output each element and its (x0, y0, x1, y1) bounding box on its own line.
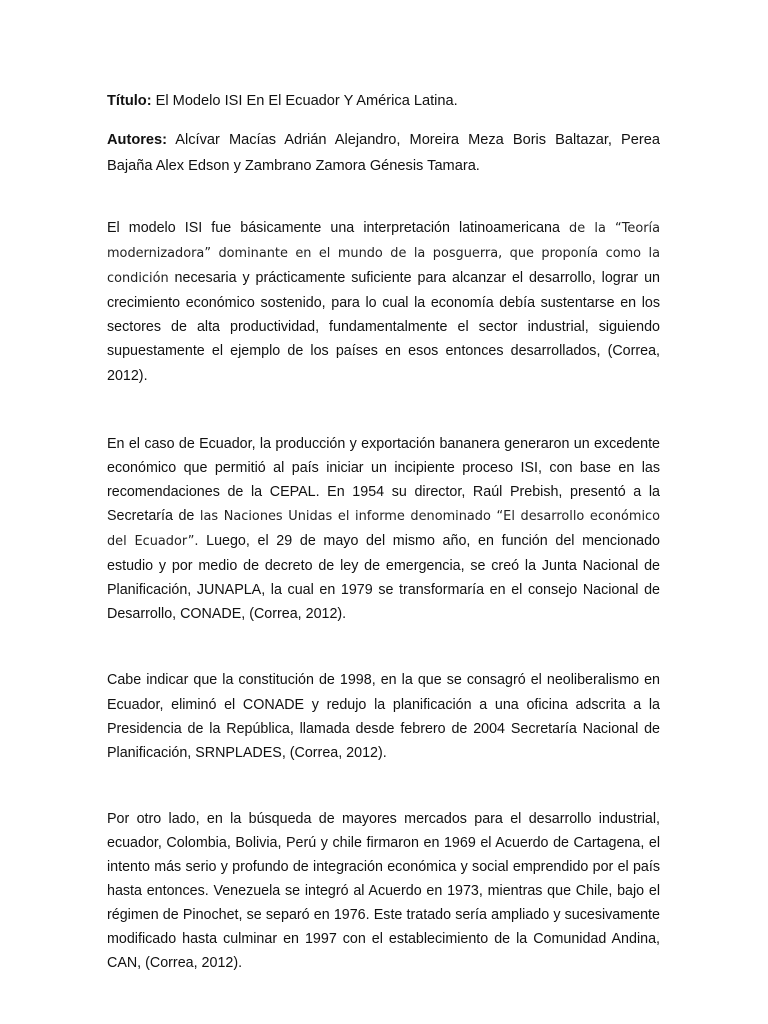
paragraph-1-part-a: El modelo ISI fue básicamente una interpretación latinoamericana (107, 220, 570, 236)
paragraph-2-part-a: En el caso de Ecuador, la producción y exportación bananera generaron un excedente económico que permitió al país iniciar un incipiente proceso ISI, con base en las recomendaciones de la CEPAL. En 1954 su director, Raúl Prebish, presentó a la Secretaría de (107, 435, 660, 524)
title-line (107, 88, 660, 114)
authors-label: Autores: (107, 132, 167, 148)
paragraph-3: Cabe indicar que la constitución de 1998, en la que se consagró el neoliberalismo en Ecuador, eliminó el CONADE y redujo la planificación a una oficina adscrita a la Presidencia de la República, llamada desde febrero de 2004 Secretaría Nacional de Planificación, SRNPLADES, (Correa, 2012). (107, 672, 660, 761)
title-value: El Modelo ISI En El Ecuador Y América Latina. (151, 93, 458, 109)
authors-value: Alcívar Macías Adrián Alejandro, Moreira Meza Boris Baltazar, Perea Bajaña Alex Edson y Zambrano Zamora Génesis Tamara. (107, 132, 660, 174)
paragraph-2-part-c: Luego, el 29 de mayo del mismo año, en función del mencionado estudio y por medio de decreto de ley de emergencia, se creó la Junta Nacional de Planificación, JUNAPLA, la cual en 1979 se transformaría en el consejo Nacional de Desarrollo, CONADE, (Correa, 2012). (107, 533, 660, 623)
document-page (107, 88, 660, 975)
paragraph-1 (107, 216, 660, 388)
paragraph-4: Por otro lado, en la búsqueda de mayores mercados para el desarrollo industrial, ecuador, Colombia, Bolivia, Perú y chile firmaron en 1969 el Acuerdo de Cartagena, el intento más serio y profundo de integración económica y social emprendido por el país hasta entonces. Venezuela se integró al Acuerdo en 1973, mientras que Chile, bajo el régimen de Pinochet, se separó en 1976. Este tratado sería ampliado y sucesivamente modificado hasta culminar en 1997 con el establecimiento de la Comunidad Andina, CAN, (Correa, 2012). (107, 810, 660, 972)
authors-line (107, 127, 660, 179)
paragraph-1-quoted-part: de la “Teoría modernizadora” dominante en el mundo de la posguerra, que proponía como la condición (107, 221, 661, 287)
paragraph-1-part-c: necesaria y prácticamente suficiente para alcanzar el desarrollo, lograr un crecimiento económico sostenido, para lo cual la economía debía sustentarse en los sectores de alta productividad, fundamentalmente el sector industrial, siguiendo supuestamente el ejemplo de los países en esos entonces desarrollados, (Correa, 2012). (107, 270, 660, 384)
paragraph-2 (107, 432, 660, 627)
title-label: Título: (107, 93, 152, 109)
paragraph-2-quoted-part: las Naciones Unidas el informe denominado “El desarrollo económico del Ecuador”. (107, 508, 660, 550)
